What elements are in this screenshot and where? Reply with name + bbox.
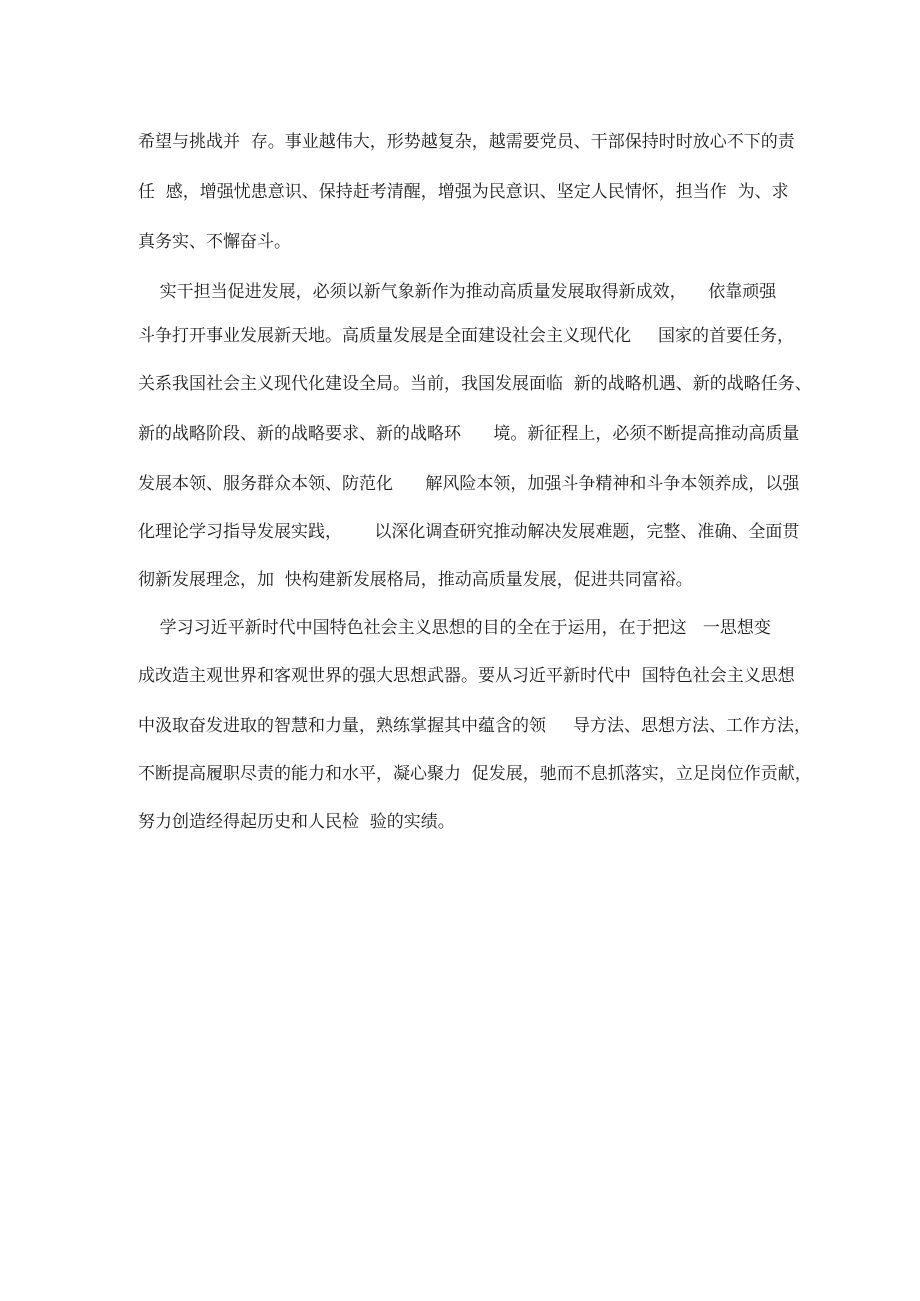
text-line: 彻新发展理念，加 快构建新发展格局，推动高质量发展，促进共同富裕。 [138, 570, 693, 590]
text-line: 希望与挑战并 存。事业越伟大，形势越复杂，越需要党员、干部保持时时放心不下的责 [138, 132, 795, 152]
paragraph-start-line: 学习习近平新时代中国特色社会主义思想的目的全在于运用，在于把这 一思想变 [138, 618, 771, 638]
text-line: 努力创造经得起历史和人民检 验的实绩。 [138, 812, 455, 832]
text-line: 发展本领、服务群众本领、防范化 解风险本领，加强斗争精神和斗争本领养成，以强 [138, 474, 800, 494]
text-line: 新的战略阶段、新的战略要求、新的战略环 境。新征程上，必须不断提高推动高质量 [138, 424, 800, 444]
text-line: 斗争打开事业发展新天地。高质量发展是全面建设社会主义现代化 国家的首要任务， [138, 326, 795, 346]
text-line: 不断提高履职尽责的能力和水平，凝心聚力 促发展，驰而不息抓落实，立足岗位作贡献， [138, 764, 812, 784]
text-line: 中汲取奋发进取的智慧和力量，熟练掌握其中蕴含的领 导方法、思想方法、工作方法， [138, 716, 812, 736]
text-line: 关系我国社会主义现代化建设全局。当前，我国发展面临 新的战略机遇、新的战略任务、 [138, 374, 812, 394]
paragraph-start-line: 实干担当促进发展，必须以新气象新作为推动高质量发展取得新成效， 依靠顽强 [138, 282, 777, 302]
text-line: 成改造主观世界和客观世界的强大思想武器。要从习近平新时代中 国特色社会主义思想 [138, 666, 795, 686]
text-line: 任 感，增强忧患意识、保持赶考清醒，增强为民意识、坚定人民情怀，担当作 为、求 [138, 182, 789, 202]
text-line: 真务实、不懈奋斗。 [138, 232, 291, 252]
text-line: 化理论学习指导发展实践， 以深化调查研究推动解决发展难题，完整、准确、全面贯 [138, 522, 800, 542]
